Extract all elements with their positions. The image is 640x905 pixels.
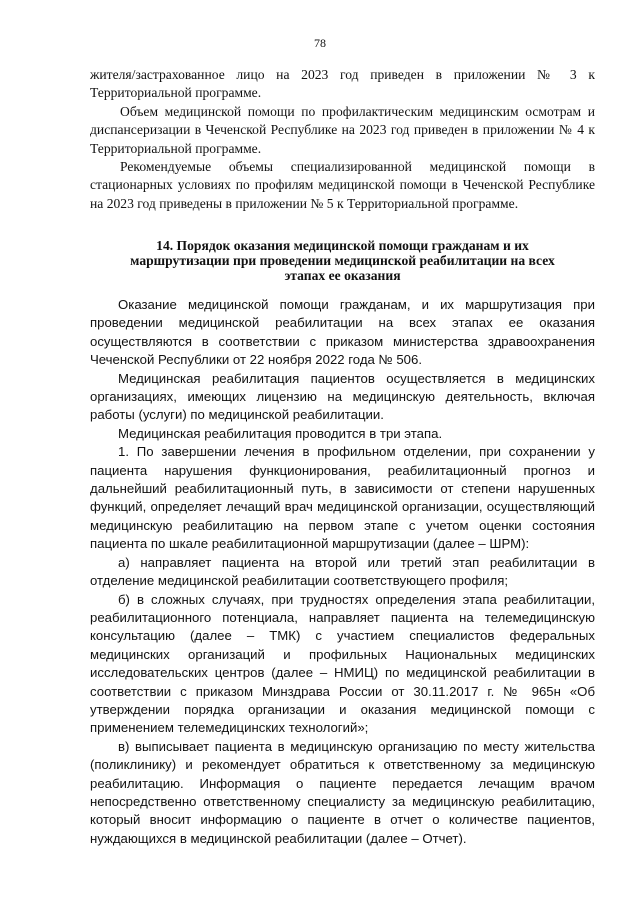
page-number: 78	[314, 36, 326, 50]
intro-paragraph: жителя/застрахованное лицо на 2023 год приведен в приложении № 3 к Территориальной программе.	[90, 67, 595, 101]
section-heading	[100, 238, 585, 283]
section-body	[90, 296, 595, 848]
section-heading-line: 14. Порядок оказания медицинской помощи гражданам и их	[156, 238, 529, 253]
intro-paragraph: Рекомендуемые объемы специализированной медицинской помощи в стационарных условиях по профилям медицинской помощи в Чеченской Республике на 2023 год приведены в приложении № 5 к Территориальной программе.	[90, 159, 595, 211]
body-paragraph: Медицинская реабилитация проводится в три этапа.	[118, 425, 443, 441]
list-item: в) выписывает пациента в медицинскую организацию по месту жительства (поликлинику) и рекомендует обратиться к ответственному за медицинскую реабилитацию. Информация о пациенте передается лечащим врачом непосредственно ответственному специалисту за медицинскую реабилитацию, который вносит информацию о пациенте в отчет о количестве пациентов, нуждающихся в медицинской реабилитации (далее – Отчет).	[90, 738, 595, 846]
list-item: а) направляет пациента на второй или третий этап реабилитации в отделение медицинской реабилитации соответствующего профиля;	[90, 554, 595, 589]
body-paragraph: 1. По завершении лечения в профильном отделении, при сохранении у пациента нарушения функционирования, реабилитационный прогноз и дальнейший реабилитационный путь, в зависимости от степени нарушенных функций, определяет лечащий врач медицинской организации, осуществляющий медицинскую реабилитацию на первом этапе с учетом оценки состояния пациента по шкале реабилитационной маршрутизации (далее – ШРМ):	[90, 444, 595, 552]
intro-text-block	[90, 66, 595, 213]
section-heading-line: маршрутизации при проведении медицинской реабилитации на всех	[130, 253, 555, 268]
body-paragraph: Оказание медицинской помощи гражданам, и их маршрутизация при проведении медицинской реабилитации на всех этапах ее оказания осуществляются в соответствии с приказом министерства здравоохранения Чеченской Республики от 22 ноября 2022 года № 506.	[90, 297, 595, 368]
list-item: б) в сложных случаях, при трудностях определения этапа реабилитации, реабилитационного потенциала, направляет пациента на телемедицинскую консультацию (далее – ТМК) с участием специалистов федеральных медицинских организаций и профильных Национальных медицинских исследовательских центров (далее – НМИЦ) по медицинской реабилитации в соответствии с приказом Минздрава России от 30.11.2017 г. № 965н «Об утверждении порядка организации и оказания медицинской помощи с применением телемедицинских технологий»;	[90, 591, 595, 736]
section-heading-line: этапах ее оказания	[284, 268, 401, 283]
intro-paragraph: Объем медицинской помощи по профилактическим медицинским осмотрам и диспансеризации в Чеченской Республике на 2023 год приведен в приложении № 4 к Территориальной программе.	[90, 103, 595, 156]
body-paragraph: Медицинская реабилитация пациентов осуществляется в медицинских организациях, имеющих лицензию на медицинскую деятельность, включая работы (услуги) по медицинской реабилитации.	[90, 370, 595, 423]
